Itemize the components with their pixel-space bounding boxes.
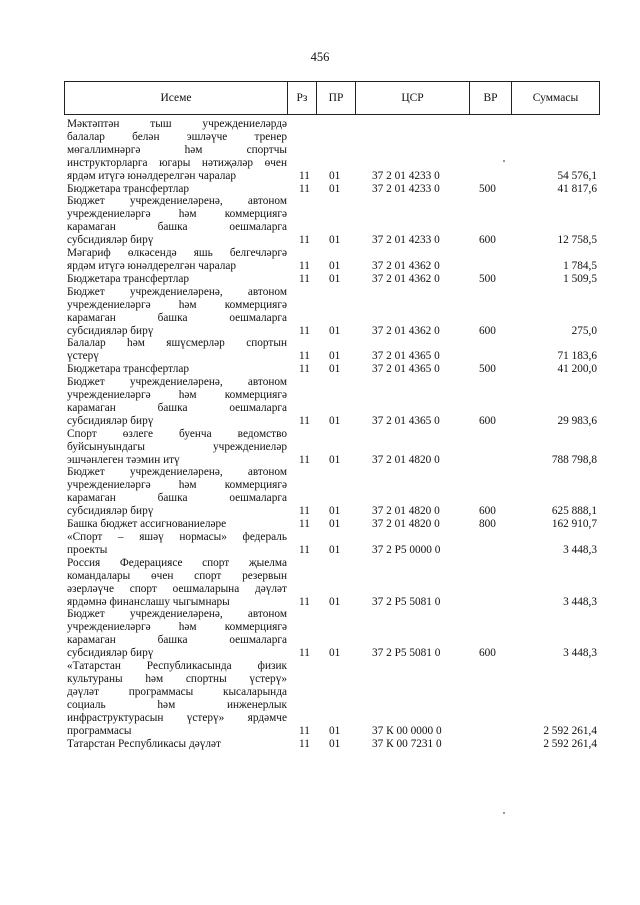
- row-name-line: Бюджет учреждениеләренә, автоном: [67, 376, 287, 389]
- row-rz: 11: [299, 647, 310, 660]
- row-name-line: Бюджетара трансфертлар: [67, 182, 190, 195]
- table-row: [67, 363, 597, 376]
- row-name-line: дәүләт программасы кысаларында: [67, 685, 287, 698]
- table-row: [67, 557, 597, 609]
- row-rz: 11: [299, 543, 310, 556]
- header-vr: ВР: [470, 82, 512, 114]
- header-pr: ПР: [317, 82, 356, 114]
- row-pr: 01: [329, 737, 341, 750]
- row-name-line: буйсынуындагы учреждениеләр: [67, 440, 287, 453]
- row-vr: 600: [479, 505, 496, 518]
- table-row: [67, 286, 597, 338]
- row-name-line: карамаган башка оешмаларга: [67, 634, 287, 647]
- row-vr: 500: [479, 272, 496, 285]
- row-name-line: «Спорт – яшәү нормасы» федераль: [67, 531, 287, 543]
- page-number: 456: [310, 50, 330, 64]
- row-name: [67, 195, 287, 247]
- row-name: [67, 337, 287, 363]
- row-rz: 11: [299, 595, 310, 608]
- table-row: [67, 428, 597, 467]
- row-pr: 01: [329, 350, 341, 363]
- row-vr: 800: [479, 518, 496, 531]
- row-name-line: Бюджет учреждениеләренә, автоном: [67, 195, 287, 208]
- row-csr: 37 2 01 4365 0: [372, 350, 440, 363]
- row-name-line: әзерләүче спорт оешмаларына дәүләт: [67, 582, 287, 595]
- row-name-line: карамаган башка оешмаларга: [67, 221, 287, 234]
- scan-speck: [503, 812, 505, 814]
- row-name-line: учреждениеләргә һәм коммерциягә: [67, 208, 287, 221]
- row-rz: 11: [299, 259, 310, 272]
- row-name: [67, 183, 287, 196]
- row-rz: 11: [299, 737, 310, 750]
- row-sum: 54 576,1: [557, 169, 597, 182]
- row-rz: 11: [299, 518, 310, 531]
- row-name-line: учреждениеләргә һәм коммерциягә: [67, 298, 287, 311]
- row-csr: 37 2 01 4820 0: [372, 505, 440, 518]
- row-rz: 11: [299, 182, 310, 195]
- row-pr: 01: [329, 724, 341, 737]
- row-csr: 37 2 01 4365 0: [372, 363, 440, 376]
- row-pr: 01: [329, 453, 341, 466]
- row-sum: 12 758,5: [557, 234, 597, 247]
- row-name-line: учреждениеләргә һәм коммерциягә: [67, 479, 287, 492]
- row-name-line: Бюджетара трансфертлар: [67, 272, 190, 285]
- table-row: [67, 337, 597, 363]
- row-name-line: программасы: [67, 724, 132, 737]
- table-row: [67, 376, 597, 428]
- row-pr: 01: [329, 647, 341, 660]
- row-name: [67, 738, 287, 751]
- row-name-line: карамаган башка оешмаларга: [67, 311, 287, 324]
- row-csr: 37 2 01 4820 0: [372, 518, 440, 531]
- row-name-line: Россия Федерациясе спорт җыелма: [67, 556, 287, 569]
- row-name-line: Башка бюджет ассигнованиеләре: [67, 518, 227, 531]
- row-pr: 01: [329, 543, 341, 556]
- row-name: [67, 608, 287, 660]
- header-rz: Рз: [288, 82, 317, 114]
- row-name-line: Спорт өзлеге буенча ведомство: [67, 427, 287, 440]
- row-name-line: карамаган башка оешмаларга: [67, 492, 287, 505]
- row-rz: 11: [299, 724, 310, 737]
- row-name-line: субсидияләр бирү: [67, 234, 154, 247]
- row-name-line: «Татарстан Республикасында физик: [67, 660, 287, 673]
- row-csr: 37 2 P5 5081 0: [372, 647, 441, 660]
- row-csr: 37 2 01 4233 0: [372, 234, 440, 247]
- row-name: [67, 286, 287, 338]
- row-name-line: карамаган башка оешмаларга: [67, 401, 287, 414]
- row-vr: 600: [479, 234, 496, 247]
- row-sum: 3 448,3: [563, 543, 597, 556]
- row-name: [67, 660, 287, 737]
- row-name: [67, 531, 287, 557]
- row-rz: 11: [299, 505, 310, 518]
- row-rz: 11: [299, 234, 310, 247]
- row-name: [67, 518, 287, 531]
- row-csr: 37 2 01 4362 0: [372, 259, 440, 272]
- row-name-line: субсидияләр бирү: [67, 414, 154, 427]
- row-name-line: Мәктәптән тыш учреждениеләрдә: [67, 118, 287, 130]
- row-name: [67, 376, 287, 428]
- table-header: [64, 81, 600, 115]
- table-row: [67, 738, 597, 751]
- row-sum: 1 509,5: [563, 272, 597, 285]
- row-csr: 37 2 01 4233 0: [372, 182, 440, 195]
- row-name-line: субсидияләр бирү: [67, 647, 154, 660]
- row-pr: 01: [329, 169, 341, 182]
- header-name: Исеме: [65, 82, 288, 114]
- row-csr: 37 2 P5 5081 0: [372, 595, 441, 608]
- row-csr: 37 2 01 4362 0: [372, 272, 440, 285]
- header-sum: Суммасы: [532, 92, 579, 104]
- row-sum: 29 983,6: [557, 414, 597, 427]
- row-pr: 01: [329, 272, 341, 285]
- table-row: [67, 608, 597, 660]
- row-rz: 11: [299, 350, 310, 363]
- row-name-line: культураны һәм спортны үстерү»: [67, 672, 287, 685]
- row-csr: 37 2 P5 0000 0: [372, 543, 441, 556]
- row-name: [67, 273, 287, 286]
- row-name-line: Бюджет учреждениеләренә, автоном: [67, 466, 287, 479]
- row-name-line: Бюджет учреждениеләренә, автоном: [67, 285, 287, 298]
- row-name-line: учреждениеләргә һәм коммерциягә: [67, 389, 287, 402]
- table-row: [67, 518, 597, 531]
- row-name-line: мөгаллимнәргә һәм спортчы: [67, 143, 287, 156]
- row-name-line: проекты: [67, 543, 108, 556]
- row-sum: 41 817,6: [557, 182, 597, 195]
- row-name-line: ярдәм итүгә юнәлдерелгән чаралар: [67, 169, 237, 182]
- row-csr: 37 2 01 4365 0: [372, 414, 440, 427]
- row-name: [67, 247, 287, 273]
- table-row: [67, 247, 597, 273]
- row-vr: 500: [479, 363, 496, 376]
- table-row: [67, 195, 597, 247]
- row-csr: 37 К 00 0000 0: [372, 724, 442, 737]
- row-pr: 01: [329, 363, 341, 376]
- row-rz: 11: [299, 272, 310, 285]
- row-csr: 37 К 00 7231 0: [372, 737, 442, 750]
- table-row: [67, 183, 597, 196]
- table-row: [67, 466, 597, 518]
- row-name-line: субсидияләр бирү: [67, 324, 154, 337]
- row-name-line: үстерү: [67, 350, 99, 363]
- row-name-line: эшчәнлеген тәэмин итү: [67, 453, 180, 466]
- row-rz: 11: [299, 324, 310, 337]
- row-pr: 01: [329, 234, 341, 247]
- row-name: [67, 557, 287, 609]
- row-name-line: социаль һәм инженерлык: [67, 698, 287, 711]
- row-vr: 500: [479, 182, 496, 195]
- row-sum: 2 592 261,4: [543, 724, 597, 737]
- row-sum: 71 183,6: [557, 350, 597, 363]
- header-csr: ЦСР: [356, 82, 470, 114]
- row-sum: 41 200,0: [557, 363, 597, 376]
- row-name-line: учреждениеләргә һәм коммерциягә: [67, 621, 287, 634]
- row-sum: 275,0: [571, 324, 597, 337]
- row-pr: 01: [329, 505, 341, 518]
- row-pr: 01: [329, 595, 341, 608]
- table-body: [67, 118, 597, 750]
- table-row: [67, 273, 597, 286]
- row-name-line: Мәгариф өлкәсендә яшь белгечләргә: [67, 247, 287, 260]
- row-name-line: командалары өчен спорт резервын: [67, 569, 287, 582]
- row-name: [67, 428, 287, 467]
- row-sum: 625 888,1: [551, 505, 597, 518]
- row-rz: 11: [299, 453, 310, 466]
- row-sum: 788 798,8: [551, 453, 597, 466]
- row-sum: 3 448,3: [563, 647, 597, 660]
- row-rz: 11: [299, 414, 310, 427]
- row-pr: 01: [329, 518, 341, 531]
- row-name-line: Татарстан Республикасы дәүләт: [67, 737, 221, 750]
- row-name-line: Бюджетара трансфертлар: [67, 363, 190, 376]
- row-pr: 01: [329, 324, 341, 337]
- row-name: [67, 466, 287, 518]
- row-name-line: инструкторларга югары нәтиҗәләр өчен: [67, 156, 287, 169]
- row-name: [67, 363, 287, 376]
- row-sum: 1 784,5: [563, 259, 597, 272]
- row-csr: 37 2 01 4820 0: [372, 453, 440, 466]
- row-vr: 600: [479, 647, 496, 660]
- row-pr: 01: [329, 414, 341, 427]
- row-sum: 3 448,3: [563, 595, 597, 608]
- table-row: [67, 118, 597, 183]
- table-row: [67, 660, 597, 737]
- row-csr: 37 2 01 4233 0: [372, 169, 440, 182]
- row-name-line: Балалар һәм яшүсмерләр спортын: [67, 337, 287, 350]
- row-name-line: инфраструктурасын үстерү» ярдәмче: [67, 711, 287, 724]
- row-rz: 11: [299, 363, 310, 376]
- row-name: [67, 118, 287, 183]
- row-vr: 600: [479, 324, 496, 337]
- table-row: [67, 531, 597, 557]
- row-name-line: ярдәм итүгә юнәлдерелгән чаралар: [67, 259, 237, 272]
- row-pr: 01: [329, 182, 341, 195]
- row-name-line: балалар белән эшләүче тренер: [67, 130, 287, 143]
- row-sum: 162 910,7: [551, 518, 597, 531]
- scan-speck: [503, 160, 505, 162]
- row-name-line: субсидияләр бирү: [67, 505, 154, 518]
- row-name-line: ярдәмнә финанслашу чыгымнары: [67, 595, 230, 608]
- row-rz: 11: [299, 169, 310, 182]
- row-vr: 600: [479, 414, 496, 427]
- row-name-line: Бюджет учреждениеләренә, автоном: [67, 608, 287, 621]
- row-sum: 2 592 261,4: [543, 737, 597, 750]
- row-pr: 01: [329, 259, 341, 272]
- row-csr: 37 2 01 4362 0: [372, 324, 440, 337]
